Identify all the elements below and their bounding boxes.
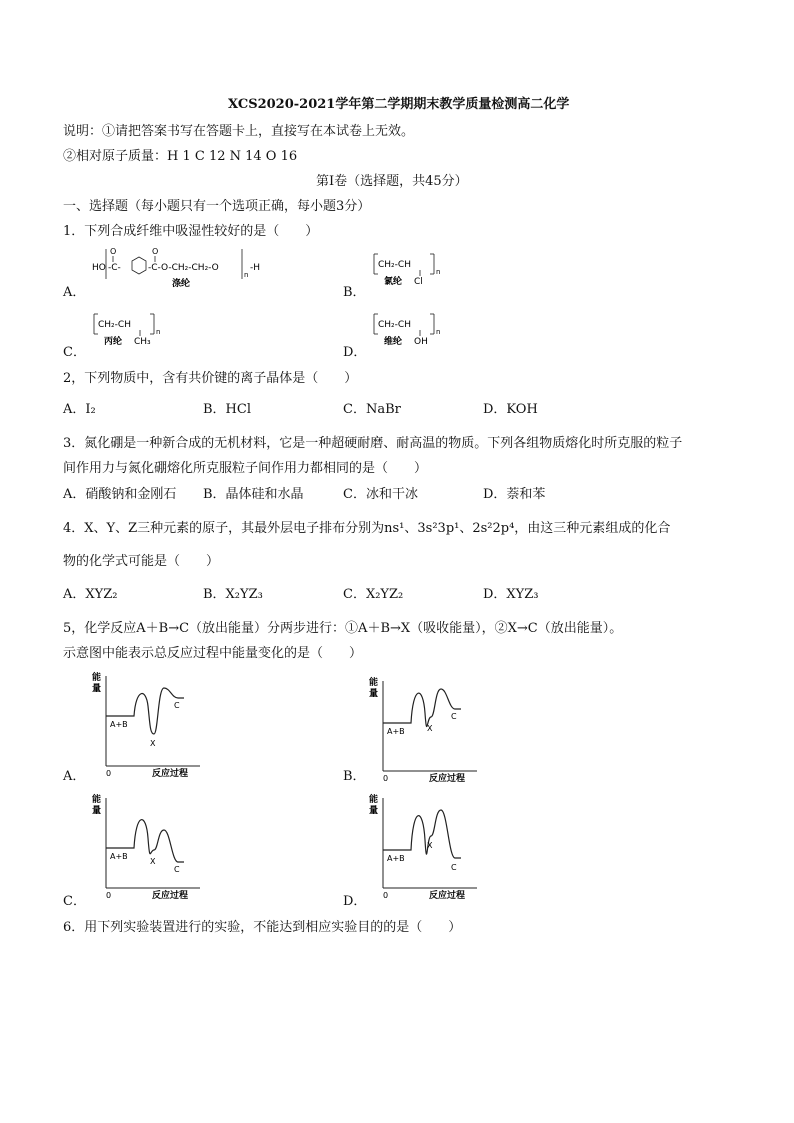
q4-option-b: B．X₂YZ₃ <box>203 587 263 602</box>
intermediate-label: X <box>427 724 433 733</box>
x-axis-label: 反应过程 <box>429 891 466 900</box>
y-axis-label: 能 <box>92 795 102 805</box>
y-axis-label: 能 <box>369 795 379 805</box>
q4-option-c: C．X₂YZ₂ <box>343 587 404 602</box>
svg-text:氯纶: 氯纶 <box>384 277 403 287</box>
intermediate-label: X <box>150 739 156 748</box>
q3-option-d: D．萘和苯 <box>483 487 546 502</box>
reactant-label: A+B <box>387 854 405 863</box>
y-axis-label: 量 <box>369 806 379 816</box>
q1-option-d-label: D． <box>343 345 367 360</box>
question-3-stem-line-1: 3．氮化硼是一种新合成的无机材料，它是一种超硬耐磨、耐高温的物质。下列各组物质熔化时所克服的粒子 <box>63 436 683 451</box>
product-label: C <box>174 865 180 874</box>
svg-text:n: n <box>244 271 249 279</box>
product-label: C <box>451 712 457 721</box>
q4-option-a: A．XYZ₂ <box>63 587 118 602</box>
q1-a-name: 涤纶 <box>172 279 191 289</box>
svg-text:CH₂-CH: CH₂-CH <box>98 320 131 330</box>
instruction-line-2: ②相对原子质量：H 1 C 12 N 14 O 16 <box>63 149 298 164</box>
question-4-stem-line-1: 4．X、Y、Z三种元素的原子，其最外层电子排布分别为ns¹、3s²3p¹、2s²2p⁴，由这三种元素组成的化合 <box>63 521 671 536</box>
question-6-stem: 6．用下列实验装置进行的实验，不能达到相应实验目的的是（ ） <box>63 920 462 935</box>
y-axis-label: 能 <box>92 673 102 683</box>
origin-label: 0 <box>383 774 389 783</box>
benzene-ring-icon <box>132 257 146 274</box>
product-label: C <box>174 701 180 710</box>
svg-text:CH₂-CH: CH₂-CH <box>378 260 411 270</box>
q3-option-a: A．硝酸钠和金刚石 <box>63 487 177 502</box>
q5-diagram-d <box>365 790 485 900</box>
q3-option-c: C．冰和干冰 <box>343 487 418 502</box>
y-axis-label: 能 <box>369 678 379 688</box>
svg-text:O: O <box>152 247 159 256</box>
q2-option-b: B．HCl <box>203 402 251 417</box>
instruction-line-1: 说明：①请把答案书写在答题卡上，直接写在本试卷上无效。 <box>63 124 415 139</box>
svg-text:n: n <box>436 268 441 276</box>
q3-option-b: B．晶体硅和水晶 <box>203 487 304 502</box>
origin-label: 0 <box>106 769 112 778</box>
exam-title: XCS2020-2021学年第二学期期末教学质量检测高二化学 <box>228 97 570 112</box>
intermediate-label: X <box>150 857 156 866</box>
y-axis-label: 量 <box>92 806 102 816</box>
q1-a-oxygen: O <box>110 247 117 256</box>
q1-option-b-label: B． <box>343 285 366 300</box>
origin-label: 0 <box>383 891 389 900</box>
energy-curve <box>383 689 461 727</box>
q5-diagram-a <box>88 668 208 778</box>
energy-curve <box>383 810 461 858</box>
svg-text:OH: OH <box>414 337 428 347</box>
q1-option-c-label: C． <box>63 345 86 360</box>
question-2-stem: 2，下列物质中，含有共价键的离子晶体是（ ） <box>63 371 358 386</box>
x-axis-label: 反应过程 <box>429 774 466 783</box>
reactant-label: A+B <box>110 852 128 861</box>
svg-text:-C-: -C- <box>108 263 121 273</box>
x-axis-label: 反应过程 <box>152 891 189 900</box>
q5-option-a-label: A． <box>63 769 86 784</box>
q1-a-formula: HO <box>92 263 106 273</box>
question-5-stem-line-1: 5，化学反应A＋B→C（放出能量）分两步进行：①A＋B→X（吸收能量），②X→C（放出能量）。 <box>63 621 623 636</box>
svg-text:-C-O-CH₂-CH₂-O: -C-O-CH₂-CH₂-O <box>148 263 219 273</box>
q5-option-c-label: C． <box>63 894 86 909</box>
y-axis-label: 量 <box>92 684 102 694</box>
product-label: C <box>451 863 457 872</box>
part-heading: 一、选择题（每小题只有一个选项正确，每小题3分） <box>63 199 371 214</box>
reactant-label: A+B <box>387 727 405 736</box>
svg-text:丙纶: 丙纶 <box>104 337 123 347</box>
q2-option-c: C．NaBr <box>343 402 401 417</box>
svg-text:CH₃: CH₃ <box>134 337 151 347</box>
q5-option-b-label: B． <box>343 769 366 784</box>
q5-diagram-b <box>365 673 485 783</box>
q1-option-a-structure <box>90 244 280 292</box>
q4-option-d: D．XYZ₃ <box>483 587 539 602</box>
section-heading: 第Ⅰ卷（选择题，共45分） <box>316 174 468 189</box>
svg-text:n: n <box>436 328 441 336</box>
q1-option-a-label: A． <box>63 285 86 300</box>
question-1-stem: 1．下列合成纤维中吸湿性较好的是（ ） <box>63 224 319 239</box>
intermediate-label: X <box>427 841 433 850</box>
svg-text:维纶: 维纶 <box>384 337 403 347</box>
q1-option-d-structure <box>370 310 450 350</box>
question-4-stem-line-2: 物的化学式可能是（ ） <box>63 554 220 569</box>
q5-diagram-c <box>88 790 208 900</box>
q2-option-a: A．I₂ <box>63 402 96 417</box>
q2-option-d: D．KOH <box>483 402 538 417</box>
y-axis-label: 量 <box>369 689 379 699</box>
q1-option-c-structure <box>90 310 170 350</box>
svg-text:CH₂-CH: CH₂-CH <box>378 320 411 330</box>
svg-text:Cl: Cl <box>414 277 423 287</box>
svg-text:-H: -H <box>250 263 261 273</box>
question-5-stem-line-2: 示意图中能表示总反应过程中能量变化的是（ ） <box>63 646 363 661</box>
question-3-stem-line-2: 间作用力与氮化硼熔化所克服粒子间作用力都相同的是（ ） <box>63 461 428 476</box>
origin-label: 0 <box>106 891 112 900</box>
x-axis-label: 反应过程 <box>152 769 189 778</box>
q5-option-d-label: D． <box>343 894 367 909</box>
reactant-label: A+B <box>110 720 128 729</box>
q1-option-b-structure <box>370 250 450 290</box>
svg-text:n: n <box>156 328 161 336</box>
